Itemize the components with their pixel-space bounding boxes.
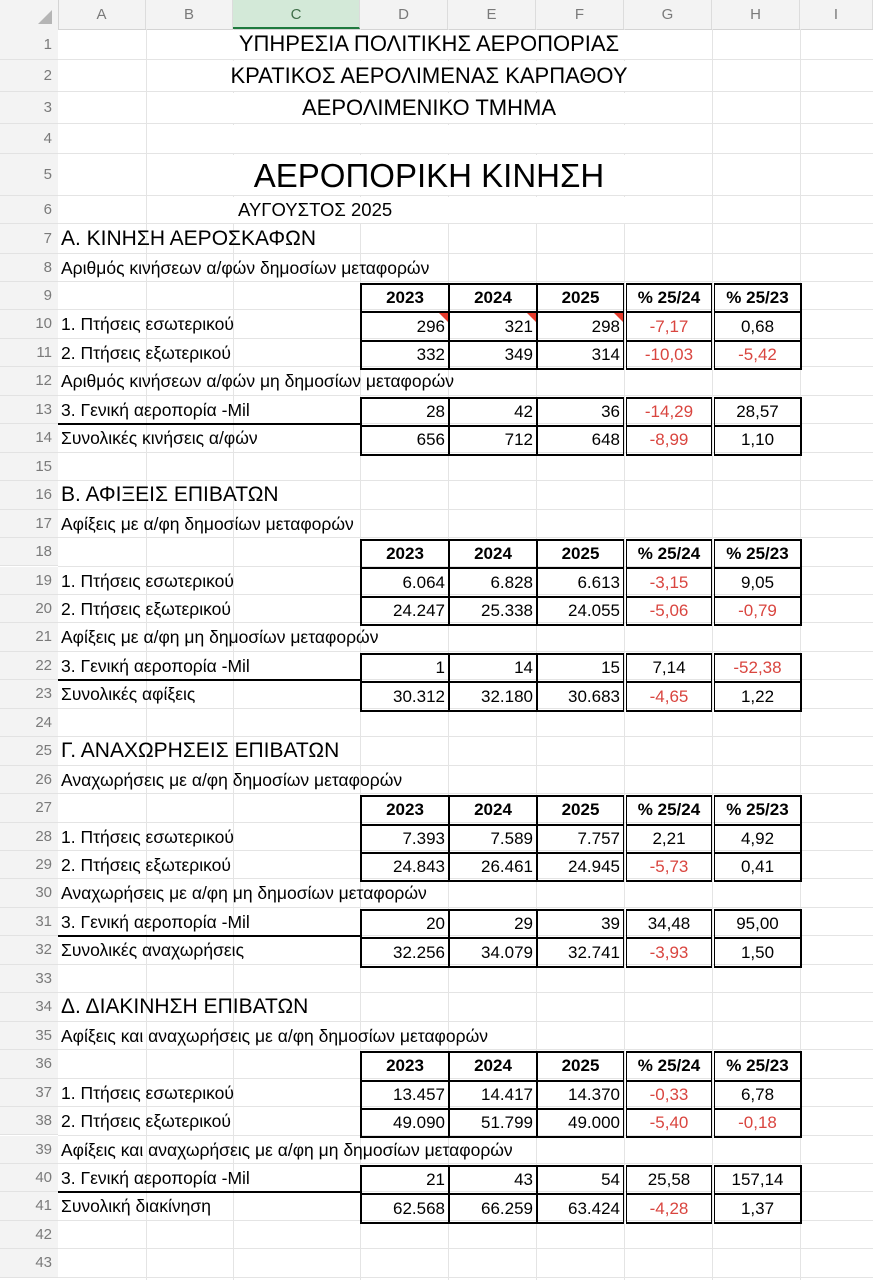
column-heading[interactable]: % 25/24	[625, 284, 713, 312]
row-header[interactable]: 23	[0, 680, 58, 708]
row-header[interactable]: 21	[0, 623, 58, 651]
row-header[interactable]: 32	[0, 936, 58, 964]
row-underline	[58, 423, 360, 425]
change-25-23[interactable]: 1,10	[713, 426, 801, 454]
column-heading[interactable]: 2023	[361, 540, 449, 568]
total-row	[361, 682, 801, 710]
change-25-24[interactable]: -5,73	[625, 853, 713, 881]
row-label: 3. Γενική αεροπορία -Mil	[61, 655, 250, 676]
section-title: Α. ΚΙΝΗΣΗ ΑΕΡΟΣΚΑΦΩΝ	[61, 227, 317, 250]
change-25-23[interactable]: 1,37	[713, 1194, 801, 1222]
value-2023[interactable]: 49.090	[361, 1109, 449, 1137]
row-header[interactable]: 16	[0, 481, 58, 509]
column-heading[interactable]: % 25/24	[625, 796, 713, 824]
change-25-23[interactable]: -52,38	[713, 654, 801, 682]
row-header[interactable]: 38	[0, 1107, 58, 1135]
row-label: 1. Πτήσεις εσωτερικού	[61, 1082, 234, 1103]
merged-cell	[233, 125, 653, 153]
change-25-24[interactable]: -3,93	[625, 938, 713, 966]
value-2025[interactable]: 648	[537, 426, 625, 454]
column-heading[interactable]: % 25/24	[625, 540, 713, 568]
org-title: ΥΠΗΡΕΣΙΑ ΠΟΛΙΤΙΚΗΣ ΑΕΡΟΠΟΡΙΑΣ	[238, 31, 620, 56]
column-heading[interactable]: % 25/23	[713, 540, 801, 568]
column-heading[interactable]: % 25/23	[713, 284, 801, 312]
row-header[interactable]: 8	[0, 254, 58, 282]
value-2023[interactable]: 62.568	[361, 1194, 449, 1222]
table-row	[361, 312, 801, 340]
column-heading[interactable]: 2023	[361, 1052, 449, 1080]
row-header[interactable]: 25	[0, 737, 58, 765]
stats-table-nonpublic	[360, 397, 802, 456]
row-gridline	[58, 59, 873, 60]
row-label: 1. Πτήσεις εσωτερικού	[61, 570, 234, 591]
comment-indicator-icon[interactable]	[439, 313, 448, 322]
row-header[interactable]: 4	[0, 124, 58, 154]
stats-table-nonpublic	[360, 909, 802, 968]
row-header[interactable]: 18	[0, 538, 58, 566]
table-header-row	[361, 540, 801, 568]
row-header[interactable]: 11	[0, 339, 58, 367]
column-heading[interactable]: 2024	[449, 1052, 537, 1080]
row-header[interactable]: 37	[0, 1079, 58, 1107]
column-heading[interactable]: % 25/24	[625, 1052, 713, 1080]
row-underline	[58, 679, 360, 681]
non-public-transport-label: Αριθμός κινήσεων α/φών μη δημοσίων μεταφορών	[61, 371, 455, 392]
column-heading[interactable]: 2025	[537, 540, 625, 568]
change-25-24[interactable]: -4,65	[625, 682, 713, 710]
row-header[interactable]: 42	[0, 1221, 58, 1249]
value-2025[interactable]: 63.424	[537, 1194, 625, 1222]
value-2023[interactable]: 24.843	[361, 853, 449, 881]
row-header[interactable]: 35	[0, 1022, 58, 1050]
column-header-i[interactable]: I	[800, 0, 873, 29]
table-header-row	[361, 1052, 801, 1080]
change-25-24[interactable]: -3,15	[625, 568, 713, 596]
airport-title: ΚΡΑΤΙΚΟΣ ΑΕΡΟΛΙΜΕΝΑΣ ΚΑΡΠΑΘΟΥ	[230, 63, 628, 88]
non-public-transport-label: Αφίξεις και αναχωρήσεις με α/φη μη δημοσίων μεταφορών	[61, 1139, 513, 1160]
value-2025[interactable]: 14.370	[537, 1081, 625, 1109]
change-25-23[interactable]: 9,05	[713, 568, 801, 596]
total-row-label: Συνολικές αναχωρήσεις	[61, 940, 244, 961]
table-header-row	[361, 284, 801, 312]
table-header-row	[361, 796, 801, 824]
change-25-23[interactable]: -0,18	[713, 1109, 801, 1137]
row-header[interactable]: 13	[0, 396, 58, 424]
value-2024[interactable]: 14.417	[449, 1081, 537, 1109]
value-2025[interactable]: 24.945	[537, 853, 625, 881]
row-header[interactable]: 34	[0, 993, 58, 1021]
total-row	[361, 938, 801, 966]
value-2025[interactable]: 15	[537, 654, 625, 682]
row-header[interactable]: 39	[0, 1136, 58, 1164]
row-header[interactable]: 9	[0, 282, 58, 310]
column-header-d[interactable]: D	[360, 0, 448, 29]
row-gridline	[58, 223, 873, 224]
change-25-23[interactable]: 4,92	[713, 825, 801, 853]
table-row	[361, 398, 801, 426]
value-2024[interactable]: 26.461	[449, 853, 537, 881]
public-transport-label: Αναχωρήσεις με α/φη δημοσίων μεταφορών	[61, 769, 403, 790]
change-25-24[interactable]: -10,03	[625, 341, 713, 369]
row-label: 1. Πτήσεις εσωτερικού	[61, 826, 234, 847]
row-underline	[58, 1191, 360, 1193]
value-2025[interactable]: 36	[537, 398, 625, 426]
row-header[interactable]: 43	[0, 1249, 58, 1277]
table-row	[361, 341, 801, 369]
value-2023[interactable]: 24.247	[361, 597, 449, 625]
table-row	[361, 910, 801, 938]
non-public-transport-label: Αναχωρήσεις με α/φη μη δημοσίων μεταφορών	[61, 883, 427, 904]
value-2024[interactable]: 321	[449, 312, 537, 340]
change-25-24[interactable]: 7,14	[625, 654, 713, 682]
department-title: ΑΕΡΟΛΙΜΕΝΙΚΟ ΤΜΗΜΑ	[301, 95, 557, 120]
column-heading[interactable]: 2025	[537, 284, 625, 312]
select-all-icon	[38, 10, 52, 24]
change-25-23[interactable]: 95,00	[713, 910, 801, 938]
value-2024[interactable]: 42	[449, 398, 537, 426]
section-title: Β. ΑΦΙΞΕΙΣ ΕΠΙΒΑΤΩΝ	[61, 483, 279, 507]
row-gridline	[58, 736, 873, 737]
change-25-24[interactable]: 2,21	[625, 825, 713, 853]
page-title: ΑΕΡΟΠΟΡΙΚΗ ΚΙΝΗΣΗ	[253, 157, 605, 194]
row-gridline	[58, 195, 873, 196]
value-2023[interactable]: 28	[361, 398, 449, 426]
value-2025[interactable]: 298	[537, 312, 625, 340]
row-header[interactable]: 29	[0, 851, 58, 879]
row-label: 3. Γενική αεροπορία -Mil	[61, 399, 250, 420]
change-25-23[interactable]: 28,57	[713, 398, 801, 426]
value-2023[interactable]: 13.457	[361, 1081, 449, 1109]
total-row-label: Συνολική διακίνηση	[61, 1196, 211, 1217]
table-row	[361, 568, 801, 596]
row-gridline	[58, 91, 873, 92]
row-header[interactable]: 7	[0, 224, 58, 254]
total-row-label: Συνολικές κινήσεις α/φών	[61, 428, 258, 449]
value-2025[interactable]: 6.613	[537, 568, 625, 596]
change-25-23[interactable]: -0,79	[713, 597, 801, 625]
public-transport-label: Αριθμός κινήσεων α/φών δημοσίων μεταφορών	[61, 258, 430, 278]
value-2024[interactable]: 14	[449, 654, 537, 682]
value-2024[interactable]: 43	[449, 1166, 537, 1194]
row-label: 2. Πτήσεις εξωτερικού	[61, 1111, 231, 1132]
section-title: Δ. ΔΙΑΚΙΝΗΣΗ ΕΠΙΒΑΤΩΝ	[61, 995, 309, 1019]
change-25-24[interactable]: 34,48	[625, 910, 713, 938]
row-gridline	[58, 123, 873, 124]
row-header[interactable]: 27	[0, 794, 58, 822]
section-title: Γ. ΑΝΑΧΩΡΗΣΕΙΣ ΕΠΙΒΑΤΩΝ	[61, 739, 340, 763]
row-label: 3. Γενική αεροπορία -Mil	[61, 911, 250, 932]
value-2024[interactable]: 25.338	[449, 597, 537, 625]
table-row	[361, 853, 801, 881]
row-gridline	[58, 1277, 873, 1278]
column-heading[interactable]: 2024	[449, 284, 537, 312]
row-header[interactable]: 41	[0, 1192, 58, 1220]
value-2024[interactable]: 6.828	[449, 568, 537, 596]
public-transport-label: Αφίξεις με α/φη δημοσίων μεταφορών	[61, 513, 354, 534]
value-2025[interactable]: 49.000	[537, 1109, 625, 1137]
column-header-a[interactable]: A	[58, 0, 146, 29]
total-row	[361, 426, 801, 454]
row-label: 2. Πτήσεις εξωτερικού	[61, 598, 231, 619]
non-public-transport-label: Αφίξεις με α/φη μη δημοσίων μεταφορών	[61, 627, 379, 648]
column-header-g[interactable]: G	[624, 0, 712, 29]
value-2025[interactable]: 39	[537, 910, 625, 938]
change-25-23[interactable]: 1,22	[713, 682, 801, 710]
change-25-24[interactable]: -14,29	[625, 398, 713, 426]
table-row	[361, 597, 801, 625]
column-heading[interactable]: 2025	[537, 1052, 625, 1080]
change-25-24[interactable]: -0,33	[625, 1081, 713, 1109]
select-all-corner[interactable]	[0, 0, 59, 29]
change-25-24[interactable]: 25,58	[625, 1166, 713, 1194]
row-header[interactable]: 1	[0, 29, 58, 60]
change-25-24[interactable]: -4,28	[625, 1194, 713, 1222]
row-header[interactable]: 36	[0, 1050, 58, 1078]
value-2024[interactable]: 349	[449, 341, 537, 369]
change-25-24[interactable]: -5,40	[625, 1109, 713, 1137]
row-header[interactable]: 3	[0, 92, 58, 124]
row-header[interactable]: 28	[0, 823, 58, 851]
period-label: ΑΥΓΟΥΣΤΟΣ 2025	[238, 199, 393, 220]
value-2024[interactable]: 29	[449, 910, 537, 938]
value-2023[interactable]: 1	[361, 654, 449, 682]
column-header-b[interactable]: B	[146, 0, 233, 29]
total-row	[361, 1194, 801, 1222]
row-header[interactable]: 12	[0, 367, 58, 395]
row-gridline	[58, 153, 873, 154]
row-header[interactable]: 20	[0, 595, 58, 623]
row-header[interactable]: 24	[0, 709, 58, 737]
row-label: 2. Πτήσεις εξωτερικού	[61, 342, 231, 363]
row-underline	[58, 935, 360, 937]
row-header[interactable]: 26	[0, 766, 58, 794]
row-header[interactable]: 22	[0, 652, 58, 680]
column-heading[interactable]: % 25/23	[713, 1052, 801, 1080]
change-25-23[interactable]: 0,68	[713, 312, 801, 340]
row-header[interactable]: 31	[0, 908, 58, 936]
value-2024[interactable]: 7.589	[449, 825, 537, 853]
row-header[interactable]: 6	[0, 196, 58, 224]
row-label: 3. Γενική αεροπορία -Mil	[61, 1167, 250, 1188]
row-header[interactable]: 17	[0, 510, 58, 538]
table-row	[361, 1109, 801, 1137]
row-header[interactable]: 15	[0, 453, 58, 481]
value-2024[interactable]: 66.259	[449, 1194, 537, 1222]
value-2023[interactable]: 296	[361, 312, 449, 340]
row-label: 2. Πτήσεις εξωτερικού	[61, 855, 231, 875]
row-header[interactable]: 10	[0, 310, 58, 338]
value-2025[interactable]: 314	[537, 341, 625, 369]
row-gridline	[58, 992, 873, 993]
value-2023[interactable]: 656	[361, 426, 449, 454]
column-heading[interactable]: 2023	[361, 796, 449, 824]
column-heading[interactable]: 2024	[449, 540, 537, 568]
column-heading[interactable]: % 25/23	[713, 796, 801, 824]
value-2024[interactable]: 32.180	[449, 682, 537, 710]
column-header-bar	[0, 0, 873, 30]
column-heading[interactable]: 2023	[361, 284, 449, 312]
value-2024[interactable]: 51.799	[449, 1109, 537, 1137]
row-label: 1. Πτήσεις εσωτερικού	[61, 314, 234, 335]
value-2023[interactable]: 30.312	[361, 682, 449, 710]
stats-table	[360, 283, 802, 370]
comment-indicator-icon[interactable]	[527, 313, 536, 322]
change-25-24[interactable]: -5,06	[625, 597, 713, 625]
stats-table	[360, 1051, 802, 1138]
column-heading[interactable]: 2024	[449, 796, 537, 824]
row-header[interactable]: 40	[0, 1164, 58, 1192]
row-gridline	[58, 1248, 873, 1249]
stats-table-nonpublic	[360, 1165, 802, 1224]
row-header[interactable]: 30	[0, 879, 58, 907]
table-row	[361, 1166, 801, 1194]
value-2025[interactable]: 54	[537, 1166, 625, 1194]
table-row	[361, 654, 801, 682]
change-25-24[interactable]: -7,17	[625, 312, 713, 340]
value-2023[interactable]: 332	[361, 341, 449, 369]
row-header[interactable]: 19	[0, 567, 58, 595]
row-header[interactable]: 2	[0, 60, 58, 92]
value-2025[interactable]: 24.055	[537, 597, 625, 625]
change-25-23[interactable]: -5,42	[713, 341, 801, 369]
stats-table-nonpublic	[360, 653, 802, 712]
value-2025[interactable]: 7.757	[537, 825, 625, 853]
change-25-23[interactable]: 157,14	[713, 1166, 801, 1194]
table-row	[361, 825, 801, 853]
column-heading[interactable]: 2025	[537, 796, 625, 824]
value-2025[interactable]: 32.741	[537, 938, 625, 966]
value-2023[interactable]: 21	[361, 1166, 449, 1194]
column-header-e[interactable]: E	[448, 0, 536, 29]
value-2024[interactable]: 34.079	[449, 938, 537, 966]
change-25-23[interactable]: 6,78	[713, 1081, 801, 1109]
comment-indicator-icon[interactable]	[614, 313, 623, 322]
value-2023[interactable]: 6.064	[361, 568, 449, 596]
row-header[interactable]: 14	[0, 424, 58, 452]
value-2024[interactable]: 712	[449, 426, 537, 454]
value-2025[interactable]: 30.683	[537, 682, 625, 710]
column-header-c[interactable]: C	[233, 0, 360, 29]
column-header-f[interactable]: F	[536, 0, 624, 29]
stats-table	[360, 795, 802, 882]
column-header-h[interactable]: H	[712, 0, 800, 29]
row-header[interactable]: 5	[0, 154, 58, 196]
row-gridline	[58, 480, 873, 481]
row-header[interactable]: 33	[0, 965, 58, 993]
change-25-23[interactable]: 0,41	[713, 853, 801, 881]
stats-table	[360, 539, 802, 626]
table-row	[361, 1081, 801, 1109]
change-25-24[interactable]: -8,99	[625, 426, 713, 454]
value-2023[interactable]: 20	[361, 910, 449, 938]
change-25-23[interactable]: 1,50	[713, 938, 801, 966]
total-row-label: Συνολικές αφίξεις	[61, 684, 196, 705]
public-transport-label: Αφίξεις και αναχωρήσεις με α/φη δημοσίων μεταφορών	[61, 1025, 489, 1046]
value-2023[interactable]: 7.393	[361, 825, 449, 853]
value-2023[interactable]: 32.256	[361, 938, 449, 966]
